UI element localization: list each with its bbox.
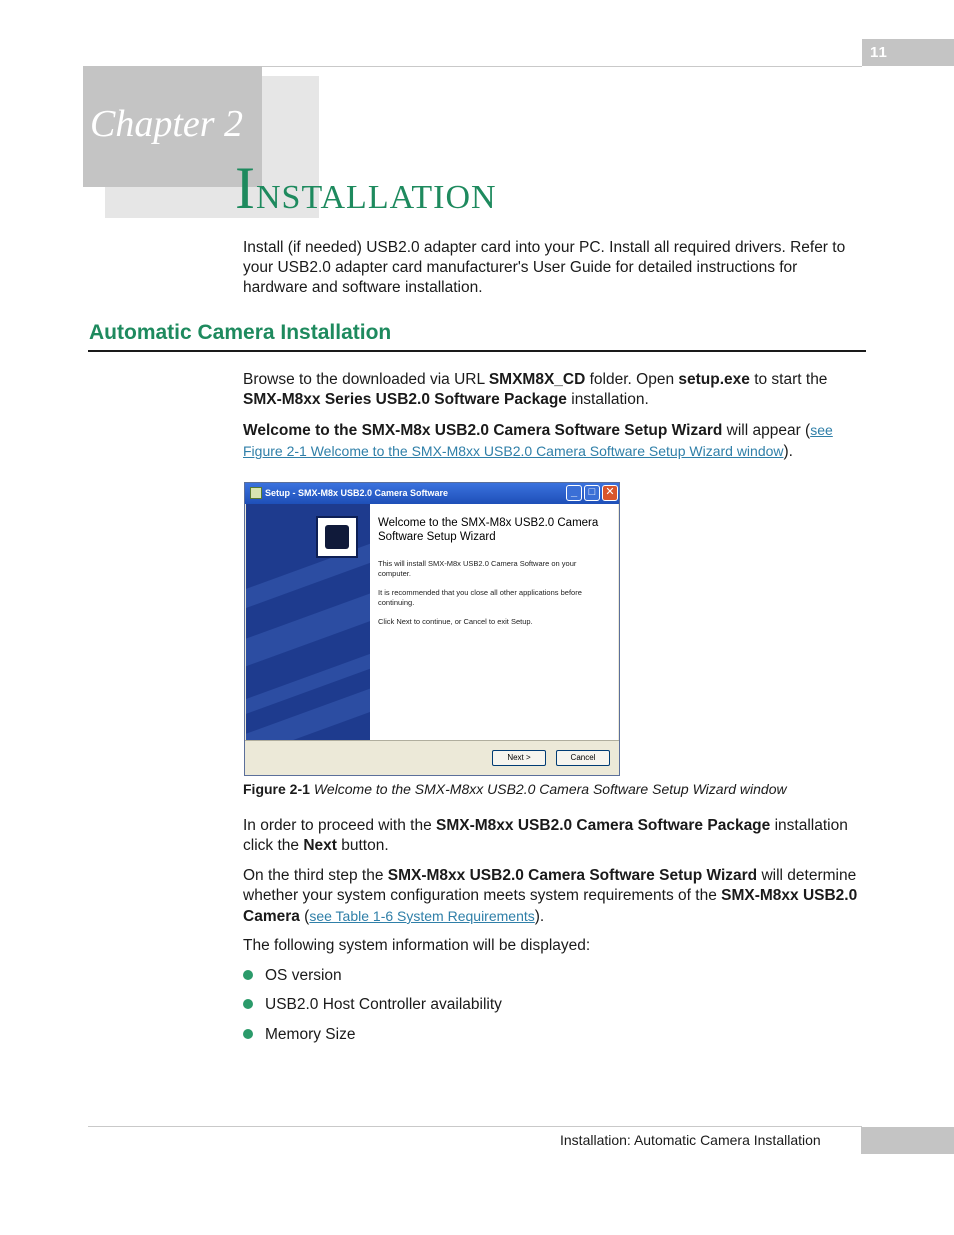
wizard-separator [245,740,619,741]
paragraph-proceed [243,816,863,856]
list-item [243,966,843,986]
wizard-side-banner [246,504,370,740]
text: ). [783,443,793,460]
bullet-icon [243,970,253,980]
caption-text: Welcome to the SMX-M8xx USB2.0 Camera Software Setup Wizard window [313,781,787,797]
text: ( [299,908,310,925]
caption-label: Figure 2-1 [243,781,310,797]
paragraph-system-info: The following system information will be displayed: [243,937,591,954]
page-number: 11 [870,44,888,61]
window-title: Setup - SMX-M8x USB2.0 Camera Software [265,488,449,498]
text: installation. [566,391,649,408]
text: installation click the [243,817,848,854]
chapter-label: Chapter 2 [90,103,244,145]
chapter-title-rest: nstallation [255,166,497,219]
list-item [243,1025,843,1045]
folder-name: SMXM8X_CD [488,371,586,388]
figure-caption [243,781,787,797]
next-button[interactable]: Next > [492,750,546,766]
text: button. [336,837,389,854]
text: will appear ( [722,422,811,439]
next-word: Next [303,837,337,854]
wizard-name: Welcome to the SMX-M8x USB2.0 Camera Software Setup Wizard [243,422,723,439]
wizard-heading: Welcome to the SMX-M8x USB2.0 Camera Software Setup Wizard [378,517,599,543]
wizard-line-recommend: It is recommended that you close all other applications before continuing. [378,588,582,607]
installer-box-icon [316,516,358,558]
cancel-button[interactable]: Cancel [556,750,610,766]
chapter-title-initial: I [235,155,256,221]
footer-rule [88,1126,862,1127]
wizard-line-click: Click Next to continue, or Cancel to exit Setup. [378,617,533,626]
section-heading: Automatic Camera Installation [89,321,392,344]
text: to start the [749,371,828,388]
wizard-line-install: This will install SMX-M8x USB2.0 Camera Software on your computer. [378,559,577,578]
list-item [243,995,843,1015]
paragraph-third-step [243,866,863,927]
setup-wizard-figure [244,482,620,776]
text: In order to proceed with the [243,817,437,834]
package-name: SMX-M8xx Series USB2.0 Software Package [243,391,567,408]
window-titlebar [245,483,619,504]
paragraph-welcome [243,420,863,462]
text: On the third step the [243,867,388,884]
text: Browse to the downloaded via URL [243,371,489,388]
minimize-icon[interactable]: _ [566,485,582,501]
wizard-content [370,504,618,740]
text: will determine whether your system configuration meets system requirements of the [243,867,857,904]
intro-paragraph: Install (if needed) USB2.0 adapter card into your PC. Install all required drivers. Refer to your USB2.0 adapter card manufacturer's User Guide for detailed instructions for hardware and software installation. [243,239,846,296]
camera-name: SMX-M8xx USB2.0 Camera [243,887,858,925]
bullet-icon [243,1029,253,1039]
wizard-name: SMX-M8xx USB2.0 Camera Software Setup Wizard [387,867,758,884]
package-name: SMX-M8xx USB2.0 Camera Software Package [436,817,771,834]
bullet-icon [243,999,253,1009]
maximize-icon[interactable]: □ [584,485,600,501]
list-item-text: Memory Size [265,1026,356,1043]
figure-link[interactable]: see Figure 2-1 Welcome to the SMX-M8xx USB2.0 Camera Software Setup Wizard window [243,422,833,459]
setup-app-icon [250,487,262,499]
list-item-text: USB2.0 Host Controller availability [265,996,502,1013]
footer-text: Installation: Automatic Camera Installation [560,1132,821,1148]
text: folder. Open [585,371,679,388]
section-rule [88,350,866,352]
footer-box [861,1127,954,1154]
chapter-title [235,155,497,221]
list-item-text: OS version [265,967,342,984]
close-icon[interactable]: ✕ [602,485,618,501]
requirements-link[interactable]: see Table 1-6 System Requirements [309,908,535,924]
text: ). [534,908,545,925]
paragraph-browse [243,370,863,410]
setup-filename: setup.exe [678,371,750,388]
